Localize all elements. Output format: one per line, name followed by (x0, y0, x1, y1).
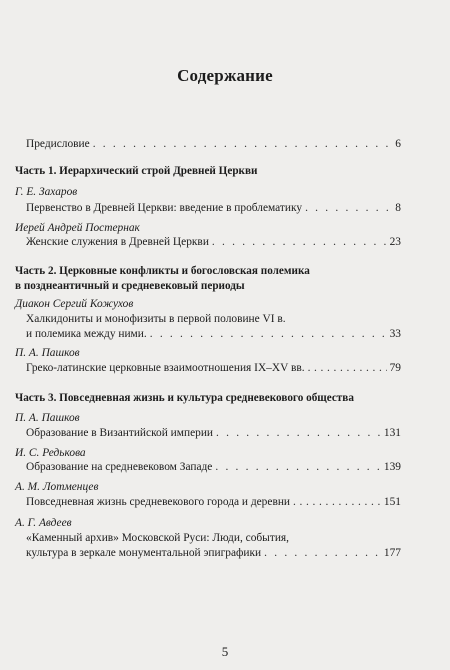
entry-author: Диакон Сергий Кожухов (15, 298, 134, 310)
entry-page: 23 (389, 236, 401, 248)
entry-page: 151 (383, 496, 401, 508)
leader-dots (308, 361, 387, 376)
entry-title: «Каменный архив» Московской Руси: Люди, события, (26, 532, 290, 544)
entry-author: П. А. Пашков (15, 347, 80, 359)
entry-page: 79 (389, 362, 401, 374)
entry-title: Образование на средневековом Западе (26, 461, 213, 473)
entry-title: Образование в Византийской империи (26, 427, 214, 439)
toc-entry-preface[interactable] (26, 137, 401, 152)
entry-author: Г. Е. Захаров (15, 186, 78, 198)
page-number: 5 (221, 644, 229, 659)
entry-title-continued: культура в зеркале монументальной эпиграфики (26, 547, 262, 559)
toc-entry[interactable] (26, 312, 401, 342)
leader-dots (293, 495, 381, 510)
toc-entry[interactable] (26, 235, 401, 250)
entry-author: П. А. Пашков (15, 412, 80, 424)
entry-author: А. М. Лотменцев (15, 481, 99, 493)
entry-author: А. Г. Авдеев (15, 517, 72, 529)
entry-title: Халкидониты и монофизиты в первой половине VI в. (26, 313, 286, 325)
entry-title: Повседневная жизнь средневекового города и деревни (26, 496, 291, 508)
entry-page: 139 (383, 461, 401, 473)
toc-entry[interactable] (26, 495, 401, 510)
entry-title: Женские служения в Древней Церкви (26, 236, 209, 248)
leader-dots (93, 137, 393, 152)
entry-page: 8 (395, 202, 401, 214)
toc-entry[interactable] (26, 361, 401, 376)
entry-title: Греко-латинские церковные взаимоотношения IX–XV вв. (26, 362, 305, 374)
entry-author: И. С. Редькова (15, 447, 86, 459)
toc-entry[interactable] (26, 201, 401, 216)
page-title: Содержание (177, 66, 273, 85)
toc-entry[interactable] (26, 531, 401, 561)
leader-dots (212, 235, 387, 250)
entry-page: 33 (389, 328, 401, 340)
leader-dots (264, 546, 381, 561)
entry-title: Первенство в Древней Церкви: введение в проблематику (26, 202, 303, 214)
leader-dots (150, 327, 387, 342)
toc-entry[interactable] (26, 460, 401, 475)
leader-dots (215, 460, 381, 475)
leader-dots (216, 426, 381, 441)
entry-author: Иерей Андрей Постернак (15, 222, 140, 234)
entry-page: 177 (383, 547, 401, 559)
entry-page: 6 (395, 138, 401, 150)
part-heading: Часть 2. Церковные конфликты и богословская полемика в позднеантичный и средневековый периоды (15, 265, 310, 292)
entry-title-continued: и полемика между ними. (26, 328, 147, 340)
leader-dots (305, 201, 392, 216)
part-heading: Часть 1. Иерархический строй Древней Церкви (15, 165, 258, 177)
toc-entry[interactable] (26, 426, 401, 441)
entry-title: Предисловие (26, 138, 90, 150)
entry-page: 131 (383, 427, 401, 439)
part-heading: Часть 3. Повседневная жизнь и культура средневекового общества (15, 392, 354, 404)
